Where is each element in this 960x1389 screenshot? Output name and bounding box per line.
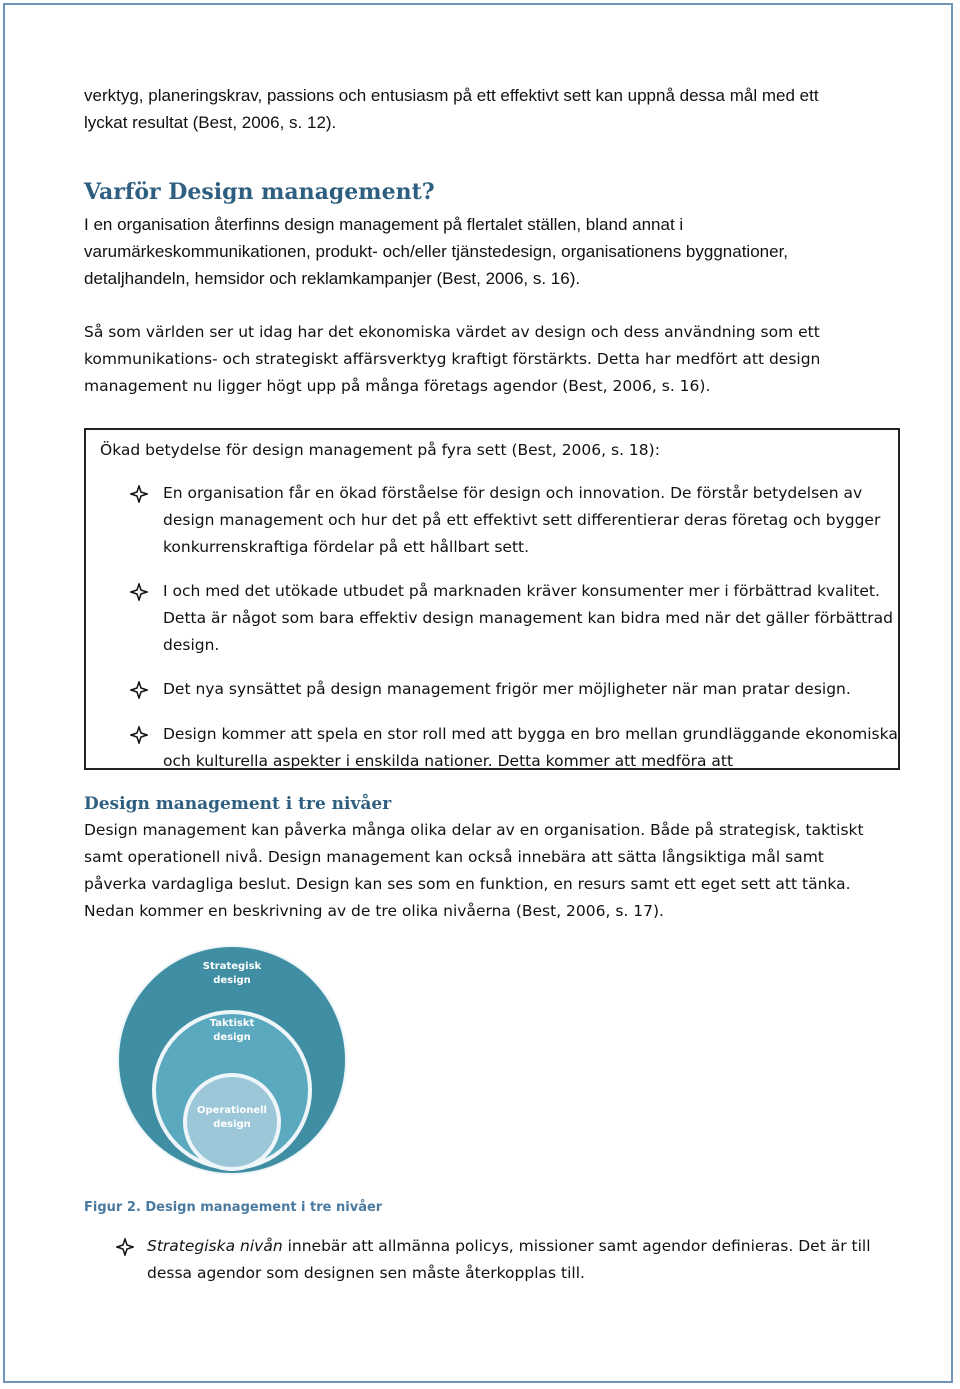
levels-paragraph-line-2: samt operationell nivå. Design management kan också innebära att sätta långsiktiga mål samt — [84, 848, 824, 866]
callout-title: Ökad betydelse för design management på fyra sett (Best, 2006, s. 18): — [100, 441, 660, 459]
levels-heading: Design management i tre nivåer — [84, 794, 392, 814]
callout-list-item — [130, 676, 890, 704]
value-paragraph-line-1: Så som världen ser ut idag har det ekonomiska värdet av design och dess användning som ett — [84, 323, 820, 341]
importance-callout-box — [84, 428, 900, 770]
callout-item-text: I och med det utökade utbudet på marknaden kräver konsumenter mer i förbättrad kvalitet. Detta är något som bara effektiv design management kan bidra med när det gäller förbättrad design. — [163, 582, 893, 654]
levels-paragraph-line-1: Design management kan påverka många olika delar av en organisation. Både på strategisk, taktiskt — [84, 821, 864, 839]
strategic-level-bullet-line-2: dessa agendor som designen sen måste återkopplas till. — [147, 1264, 585, 1282]
levels-paragraph-line-3: påverka vardagliga beslut. Design kan ses som en funktion, en resurs samt ett eget sett att tänka. — [84, 875, 851, 893]
strategic-level-term: Strategiska nivån — [147, 1237, 283, 1255]
tactical-label-line-2: design — [213, 1032, 251, 1043]
diamond-bullet-icon — [130, 485, 148, 503]
figure-caption: Figur 2. Design management i tre nivåer — [84, 1200, 383, 1215]
diamond-bullet-icon — [130, 583, 148, 601]
value-paragraph-line-3: management nu ligger högt upp på många företags agendor (Best, 2006, s. 16). — [84, 377, 711, 395]
strategic-label-line-2: design — [213, 975, 251, 986]
strategic-label-line-1: Strategisk — [202, 961, 262, 972]
callout-list-item — [130, 578, 893, 660]
operational-label-line-2: design — [213, 1119, 251, 1130]
strategic-level-description: innebär att allmänna policys, missioner samt agendor definieras. Det är till — [282, 1237, 871, 1255]
diamond-bullet-icon — [130, 726, 148, 744]
callout-list-item — [130, 721, 898, 770]
diamond-bullet-icon — [116, 1238, 134, 1256]
intro-paragraph-line-2: lyckat resultat (Best, 2006, s. 12). — [84, 113, 337, 132]
why-paragraph-line-3: detaljhandeln, hemsidor och reklamkampanjer (Best, 2006, s. 16). — [84, 269, 581, 288]
value-paragraph-line-2: kommunikations- och strategiskt affärsverktyg kraftigt förstärkts. Detta har medfört att design — [84, 350, 821, 368]
strategic-level-bullet-line-1 — [147, 1233, 907, 1260]
callout-item-text: Det nya synsättet på design management frigör mer möjligheter när man pratar design. — [163, 680, 851, 698]
callout-item-text: En organisation får en ökad förståelse för design och innovation. De förstår betydelsen av design management och hur det på ett effektivt sett differentierar deras företag och bygger konkurrenskraftiga fördelar på ett hållbart sett. — [163, 484, 881, 556]
strategic-level-bullet — [116, 1233, 906, 1293]
tactical-label-line-1: Taktiskt — [209, 1018, 255, 1029]
why-paragraph-line-1: I en organisation återfinns design management på flertalet ställen, bland annat i — [84, 215, 684, 234]
operational-label-line-1: Operationell — [197, 1105, 267, 1116]
why-heading: Varför Design management? — [84, 179, 435, 205]
diamond-bullet-icon — [130, 681, 148, 699]
callout-item-text: Design kommer att spela en stor roll med att bygga en bro mellan grundläggande ekonomiska och kulturella aspekter i enskilda nationer. Detta kommer att medföra att — [163, 725, 898, 770]
intro-paragraph-line-1: verktyg, planeringskrav, passions och entusiasm på ett effektivt sett kan uppnå dessa mål med ett — [84, 86, 819, 105]
why-paragraph-line-2: varumärkeskommunikationen, produkt- och/eller tjänstedesign, organisationens byggnationer, — [84, 242, 789, 261]
three-levels-diagram — [112, 940, 352, 1180]
levels-paragraph-line-4: Nedan kommer en beskrivning av de tre olika nivåerna (Best, 2006, s. 17). — [84, 902, 664, 920]
callout-list-item — [130, 480, 890, 562]
